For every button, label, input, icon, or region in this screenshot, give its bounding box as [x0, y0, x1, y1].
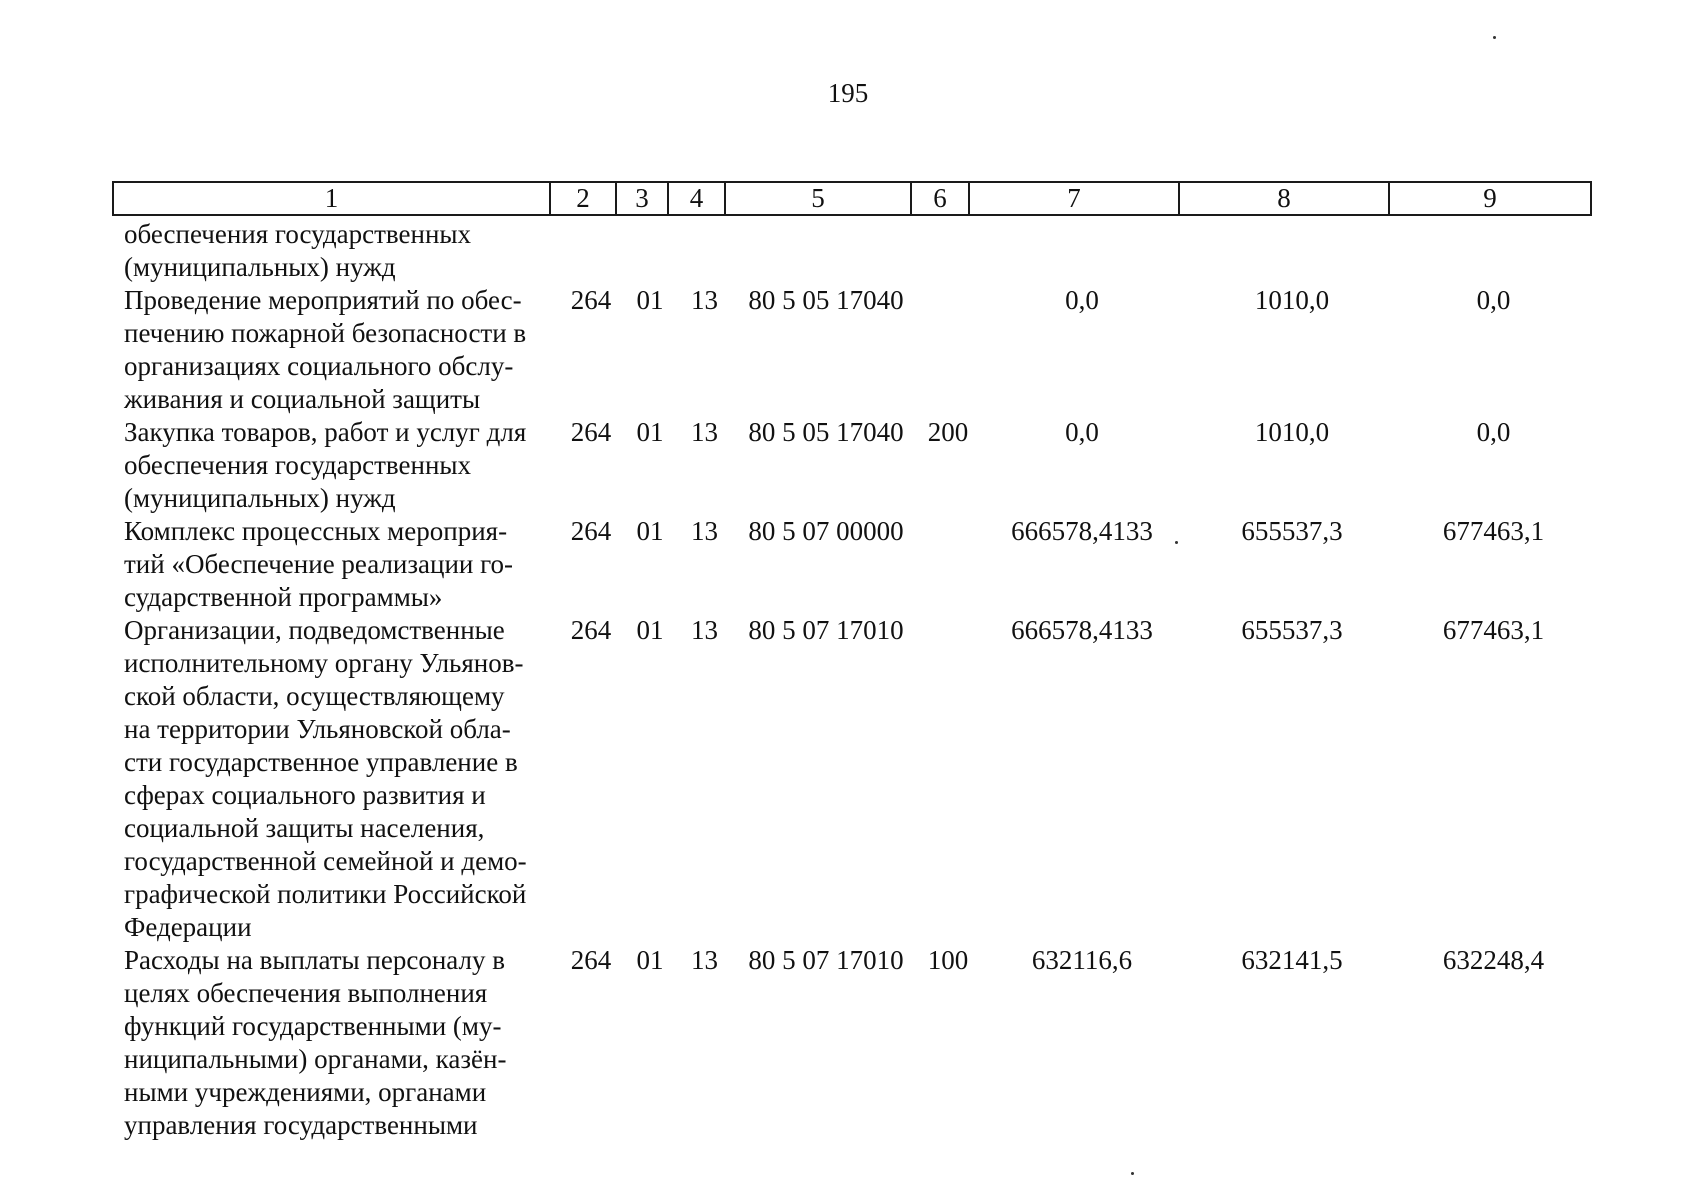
column-header-2: 2 [550, 182, 616, 215]
scan-speck [1175, 541, 1178, 544]
cell-ministry-code: 264 [570, 417, 612, 447]
column-header-7: 7 [969, 182, 1179, 215]
cell-amount-col7: 666578,4133 [1011, 615, 1153, 645]
cell-amount-col8: 1010,0 [1254, 285, 1330, 315]
cell-target-article: 80 5 07 17010 [748, 945, 904, 975]
row-description: обеспечения государственных (муниципальных) нужд [124, 219, 472, 282]
cell-subsection-code: 13 [691, 516, 718, 546]
cell-amount-col7: 666578,4133 [1011, 516, 1153, 546]
cell-expense-type: 100 [927, 945, 969, 975]
cell-amount-col8: 655537,3 [1241, 516, 1343, 546]
table-row [112, 284, 1590, 416]
cell-amount-col9: 677463,1 [1442, 615, 1545, 645]
row-description: Расходы на выплаты персоналу в целях обеспечения выполнения функций государственными (му- ниципальными) органами, казён- ными учреждениями, органами управления государственными [124, 945, 507, 1140]
column-header-6: 6 [911, 182, 969, 215]
table-row [112, 944, 1590, 1142]
table-body [112, 218, 1590, 1142]
cell-section-code: 01 [636, 417, 664, 447]
cell-target-article: 80 5 07 00000 [748, 516, 904, 546]
cell-section-code: 01 [636, 285, 664, 315]
cell-amount-col9: 0,0 [1476, 285, 1511, 315]
cell-amount-col7: 632116,6 [1031, 945, 1133, 975]
cell-section-code: 01 [636, 615, 664, 645]
row-description: Комплекс процессных мероприя- тий «Обеспечение реализации го- сударственной программы» [124, 516, 514, 612]
cell-amount-col9: 0,0 [1476, 417, 1511, 447]
cell-section-code: 01 [636, 945, 664, 975]
column-header-1: 1 [113, 182, 550, 215]
cell-amount-col9: 677463,1 [1442, 516, 1545, 546]
row-description: Закупка товаров, работ и услуг для обеспечения государственных (муниципальных) нужд [124, 417, 527, 513]
cell-subsection-code: 13 [691, 945, 718, 975]
column-header-4: 4 [668, 182, 725, 215]
row-description: Организации, подведомственные исполнительному органу Ульянов- ской области, осуществляющему на территории Ульяновской обла- сти государственное управление в сферах социального развития и социальной защиты населения, государственной семейной и демо- графической политики Российской Федерации [124, 615, 527, 942]
cell-subsection-code: 13 [691, 417, 718, 447]
scan-speck [1131, 1172, 1134, 1175]
cell-expense-type: 200 [927, 417, 969, 447]
cell-amount-col8: 655537,3 [1241, 615, 1343, 645]
row-description: Проведение мероприятий по обес- печению пожарной безопасности в организациях социального обслу- живания и социальной защиты [124, 285, 527, 414]
column-header-8: 8 [1179, 182, 1389, 215]
cell-ministry-code: 264 [570, 516, 612, 546]
cell-amount-col7: 0,0 [1065, 285, 1099, 315]
cell-ministry-code: 264 [570, 945, 612, 975]
table-row [112, 218, 1590, 284]
cell-subsection-code: 13 [691, 285, 718, 315]
cell-amount-col7: 0,0 [1065, 417, 1099, 447]
cell-ministry-code: 264 [570, 285, 612, 315]
cell-target-article: 80 5 05 17040 [748, 285, 904, 315]
table-row [112, 515, 1590, 614]
page-number: 195 [827, 78, 869, 108]
column-header-row [112, 181, 1592, 216]
cell-section-code: 01 [636, 516, 664, 546]
column-header-5: 5 [725, 182, 911, 215]
cell-target-article: 80 5 07 17010 [748, 615, 904, 645]
cell-target-article: 80 5 05 17040 [748, 417, 904, 447]
column-header-3: 3 [616, 182, 668, 215]
table-row [112, 614, 1590, 944]
scan-speck [1493, 36, 1496, 39]
cell-subsection-code: 13 [691, 615, 718, 645]
column-header-9: 9 [1389, 182, 1591, 215]
cell-amount-col8: 1010,0 [1254, 417, 1330, 447]
table-row [112, 416, 1590, 515]
cell-ministry-code: 264 [570, 615, 612, 645]
cell-amount-col9: 632248,4 [1442, 945, 1545, 975]
cell-amount-col8: 632141,5 [1241, 945, 1343, 975]
